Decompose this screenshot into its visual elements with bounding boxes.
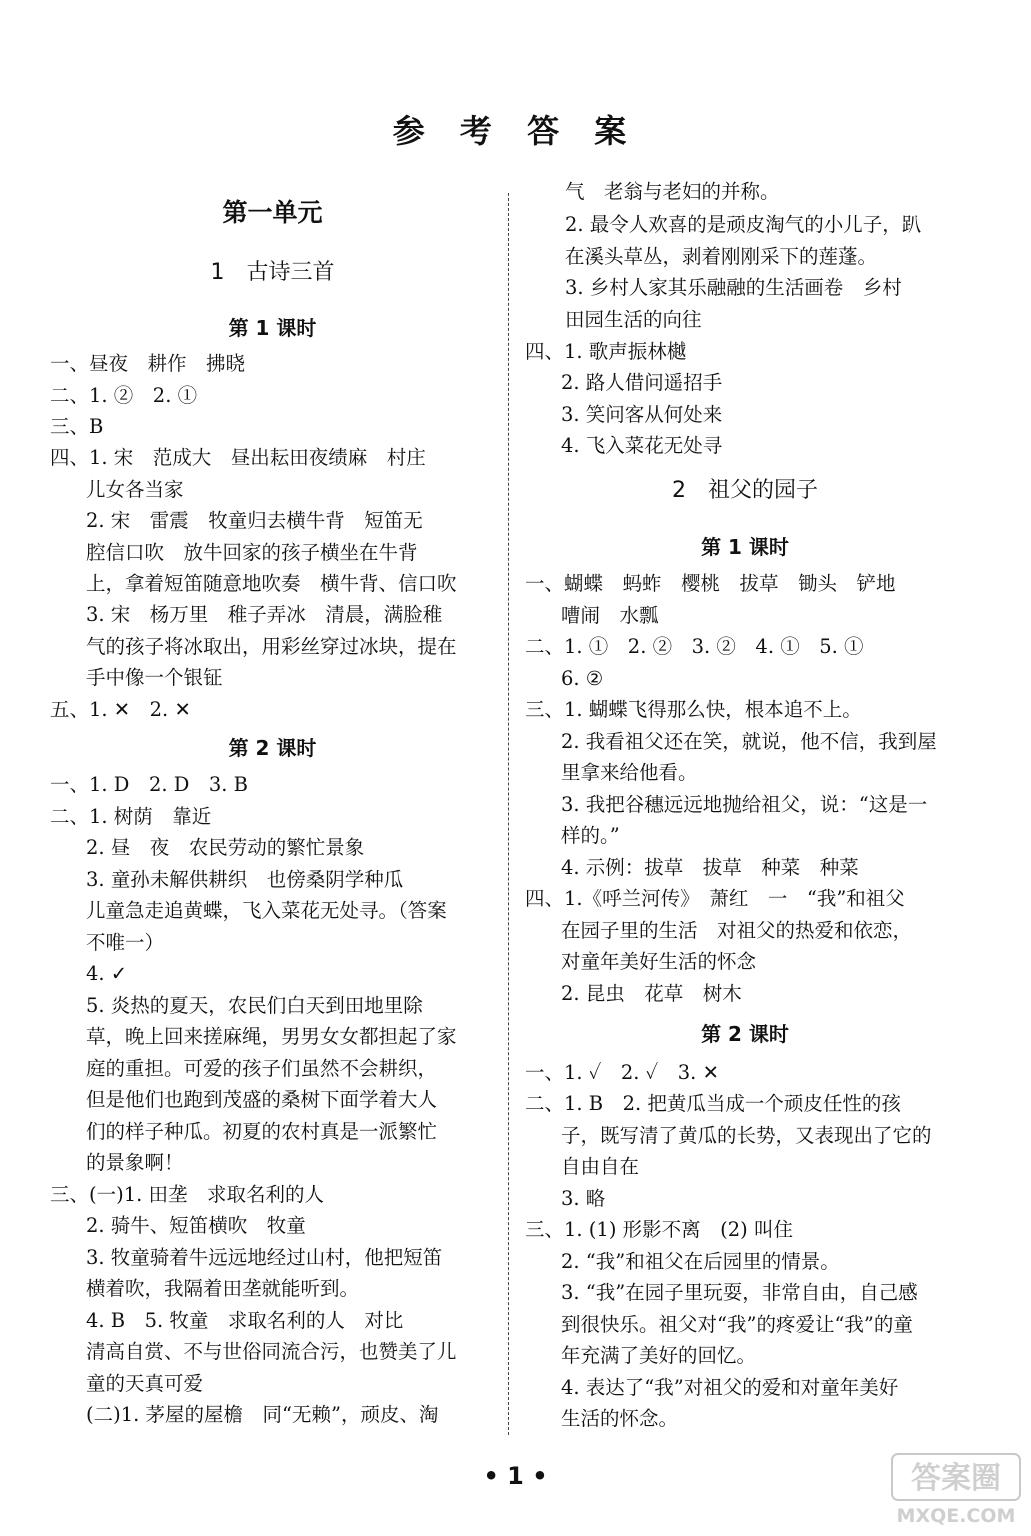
answer-line: 里拿来给他看。 <box>561 761 698 784</box>
answer-line: 3. 宋 杨万里 稚子弄冰 清晨，满脸稚 <box>86 603 443 626</box>
answer-line: 5. 炎热的夏天，农民们白天到田地里除 <box>86 994 423 1017</box>
answer-line: 们的样子种瓜。初夏的农村真是一派繁忙 <box>86 1120 438 1143</box>
answer-line: 的景象啊！ <box>86 1151 184 1174</box>
answer-line: 嘈闹 水瓢 <box>561 604 659 627</box>
answer-line: 庭的重担。可爱的孩子们虽然不会耕织， <box>86 1057 438 1080</box>
answer-line: 四、1.《呼兰河传》 萧红 一 “我”和祖父 <box>525 887 905 910</box>
watermark-bottom-text: MXQE.COM <box>896 1505 1016 1527</box>
answer-line: 一、蝴蝶 蚂蚱 樱桃 拔草 锄头 铲地 <box>525 572 896 595</box>
answer-line: 6. ② <box>561 667 604 690</box>
answer-line: 儿女各当家 <box>86 478 184 501</box>
answer-line: 自由自在 <box>561 1155 640 1178</box>
watermark-top-text: 答案圈 <box>911 1461 1001 1496</box>
period-heading: 第 1 课时 <box>701 535 789 559</box>
answer-line: 4. 飞入菜花无处寻 <box>561 434 723 457</box>
answer-line: 4. B 5. 牧童 求取名利的人 对比 <box>86 1309 404 1332</box>
answer-line: 3. 略 <box>561 1187 606 1210</box>
page-number: • 1 • <box>483 1462 548 1490</box>
answer-line: 3. 童孙未解供耕织 也傍桑阴学种瓜 <box>86 868 404 891</box>
answer-line: 2. 路人借问遥招手 <box>561 371 723 394</box>
answer-line: 年充满了美好的回忆。 <box>561 1344 757 1367</box>
answer-line: 儿童急走追黄蝶，飞入菜花无处寻。（答案 <box>86 899 447 922</box>
answer-line: 3. 我把谷穗远远地抛给祖父，说：“这是一 <box>561 793 928 816</box>
period-heading: 第 1 课时 <box>228 316 317 340</box>
answer-line: 三、B <box>50 415 104 438</box>
answer-line: 样的。” <box>561 824 620 847</box>
answer-line: 4. 示例：拔草 拔草 种菜 种菜 <box>561 856 859 879</box>
answer-line: 一、1. ✓ 2. ✓ 3. ✕ <box>525 1061 719 1084</box>
lesson-heading: 2 祖父的园子 <box>672 478 818 503</box>
answer-line: 子，既写清了黄瓜的长势，又表现出了它的 <box>561 1124 932 1147</box>
answer-line: 不唯一） <box>86 931 165 954</box>
answer-line: 2. 昼 夜 农民劳动的繁忙景象 <box>86 836 365 859</box>
answer-line: 二、1. ② 2. ① <box>50 384 198 407</box>
answer-line: 2. 我看祖父还在笑，就说，他不信，我到屋 <box>561 730 937 753</box>
answer-line: 二、1. ① 2. ② 3. ② 4. ① 5. ① <box>525 635 864 658</box>
answer-line: 草，晚上回来搓麻绳，男男女女都担起了家 <box>86 1025 457 1048</box>
answer-line: 二、1. B 2. 把黄瓜当成一个顽皮任性的孩 <box>525 1092 901 1115</box>
period-heading: 第 2 课时 <box>228 736 317 760</box>
answer-line: 生活的怀念。 <box>561 1407 679 1430</box>
answer-line: 手中像一个银钲 <box>86 666 223 689</box>
answer-line: 五、1. ✕ 2. ✕ <box>50 698 191 721</box>
answer-line: 3. “我”在园子里玩耍，非常自由，自己感 <box>561 1281 918 1304</box>
answer-line: 上，拿着短笛随意地吹奏 横牛背、信口吹 <box>86 572 457 595</box>
watermark-logo <box>890 1452 1022 1528</box>
answer-line: 2. “我”和祖父在后园里的情景。 <box>561 1250 840 1273</box>
answer-line: 四、1. 宋 范成大 昼出耘田夜绩麻 村庄 <box>50 446 426 469</box>
answer-line: 二、1. 树荫 靠近 <box>50 805 212 828</box>
answer-line: 到很快乐。祖父对“我”的疼爱让“我”的童 <box>561 1313 913 1336</box>
answer-line: 清高自赏、不与世俗同流合污，也赞美了儿 <box>86 1340 457 1363</box>
answer-line: (二)1. 茅屋的屋檐 同“无赖”，顽皮、淘 <box>86 1403 439 1426</box>
answer-line: 三、(一)1. 田垄 求取名利的人 <box>50 1183 325 1206</box>
answer-line: 气 老翁与老妇的并称。 <box>565 180 780 203</box>
answer-line: 4. 表达了“我”对祖父的爱和对童年美好 <box>561 1376 899 1399</box>
answer-line: 在溪头草丛，剥着刚刚采下的莲蓬。 <box>565 245 878 268</box>
lesson-heading: 1 古诗三首 <box>210 260 335 285</box>
answer-line: 3. 牧童骑着牛远远地经过山村，他把短笛 <box>86 1246 443 1269</box>
unit-heading: 第一单元 <box>222 198 323 227</box>
answer-line: 2. 昆虫 花草 树木 <box>561 982 742 1005</box>
answer-line: 3. 笑问客从何处来 <box>561 403 723 426</box>
answer-line: 一、昼夜 耕作 拂晓 <box>50 352 246 375</box>
answer-line: 四、1. 歌声振林樾 <box>525 340 687 363</box>
answer-line: 三、1. (1) 形影不离 (2) 叫住 <box>525 1218 793 1241</box>
page-title: 参 考 答 案 <box>392 112 639 150</box>
period-heading: 第 2 课时 <box>701 1022 789 1046</box>
answer-line: 对童年美好生活的怀念 <box>561 950 757 973</box>
answer-line: 一、1. D 2. D 3. B <box>50 773 249 796</box>
answer-line: 腔信口吹 放牛回家的孩子横坐在牛背 <box>86 541 418 564</box>
answer-line: 2. 最令人欢喜的是顽皮淘气的小儿子，趴 <box>565 213 922 236</box>
answer-line: 田园生活的向往 <box>565 308 702 331</box>
answer-line: 2. 骑牛、短笛横吹 牧童 <box>86 1214 306 1237</box>
answer-line: 2. 宋 雷震 牧童归去横牛背 短笛无 <box>86 509 423 532</box>
answer-line: 但是他们也跑到茂盛的桑树下面学着大人 <box>86 1088 438 1111</box>
answer-line: 在园子里的生活 对祖父的热爱和依恋， <box>561 919 913 942</box>
answer-line: 3. 乡村人家其乐融融的生活画卷 乡村 <box>565 276 902 299</box>
answer-line: 4. ✓ <box>86 962 128 985</box>
answer-line: 童的天真可爱 <box>86 1372 204 1395</box>
answer-line: 三、1. 蝴蝶飞得那么快，根本追不上。 <box>525 698 862 721</box>
answer-line: 横着吹，我隔着田垄就能听到。 <box>86 1277 360 1300</box>
answer-line: 气的孩子将冰取出，用彩丝穿过冰块，提在 <box>86 635 457 658</box>
column-divider <box>508 193 509 1435</box>
